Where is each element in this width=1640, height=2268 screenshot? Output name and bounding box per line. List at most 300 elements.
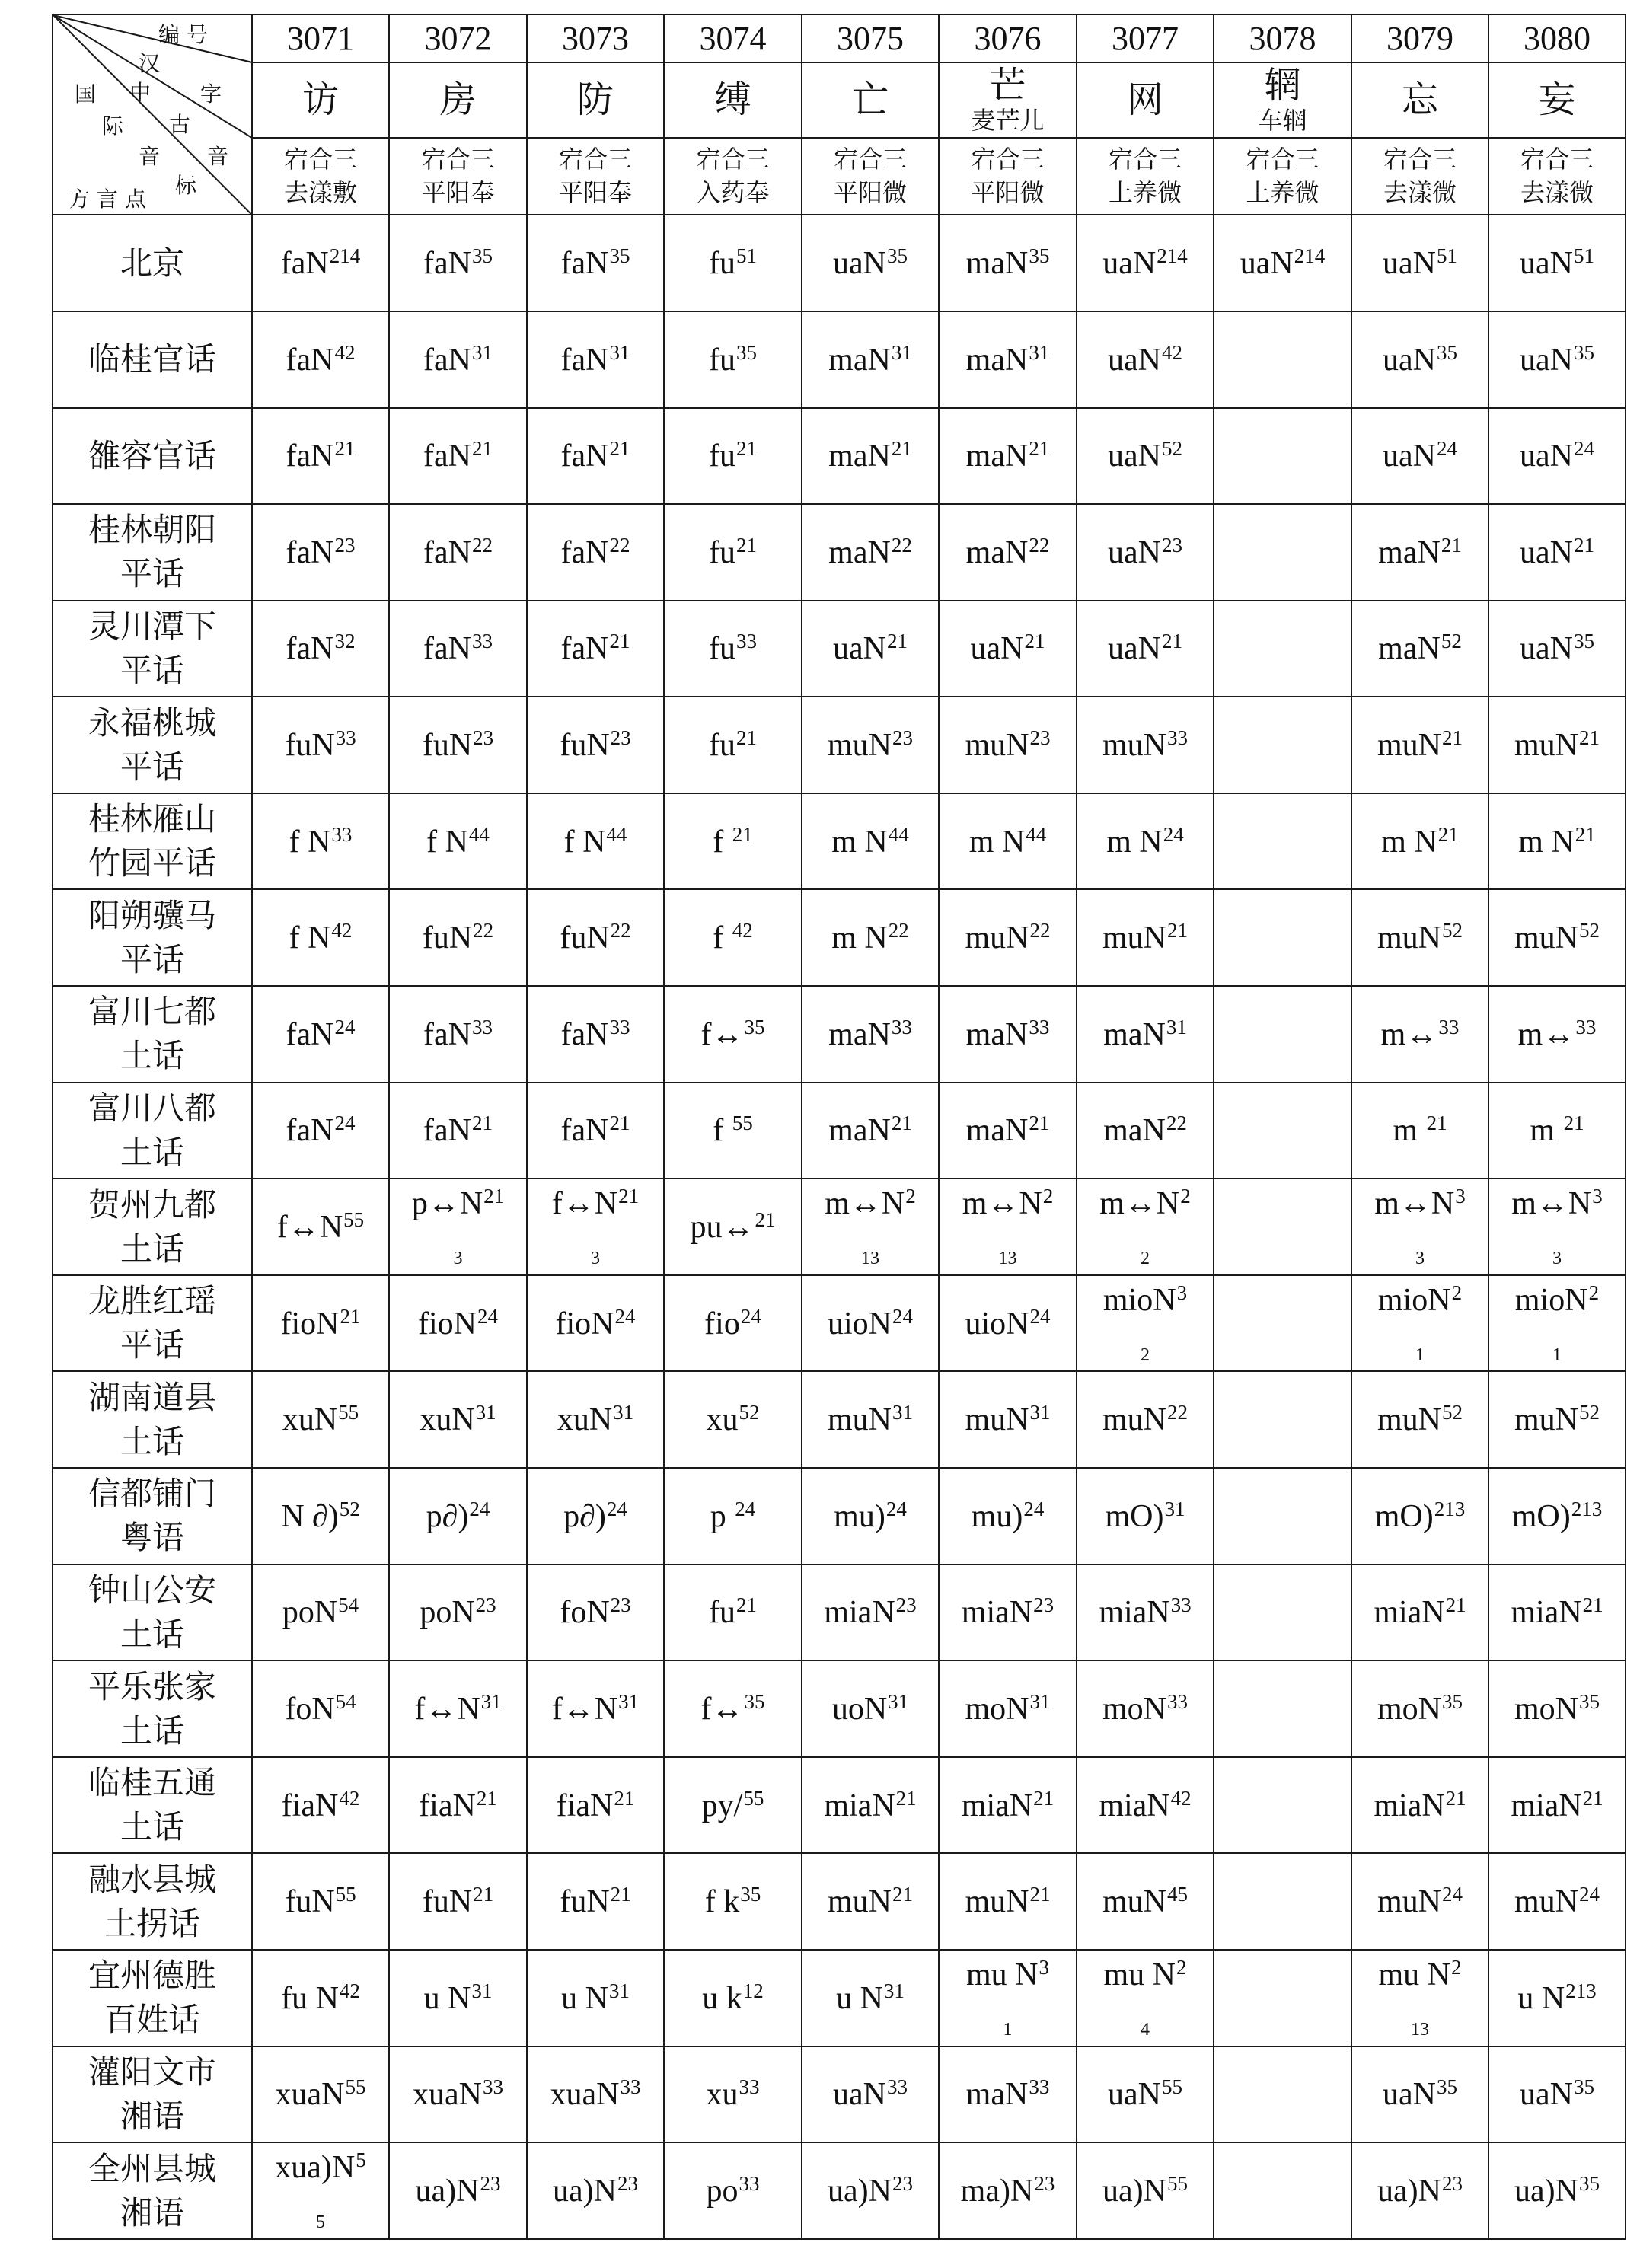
reading-base: ua)N xyxy=(1377,2174,1441,2209)
reading-cell xyxy=(802,697,939,793)
reading-tone: 52 xyxy=(739,1401,760,1424)
column-character: 访 xyxy=(302,78,339,121)
reading-tone: 31 xyxy=(1164,1497,1185,1520)
reading-base: maN xyxy=(828,342,891,378)
reading-base: moN xyxy=(1514,1692,1578,1727)
reading-cell xyxy=(1351,311,1488,408)
dialect-name-line: 土话 xyxy=(120,1037,184,1075)
dialect-name-cell xyxy=(53,1853,252,1950)
reading-cell xyxy=(939,1179,1077,1275)
reading-tone-continued: 13 xyxy=(1411,2019,1429,2040)
dialect-name-line: 永福桃城 xyxy=(88,703,216,742)
reading-tone: 21 xyxy=(1445,1786,1466,1810)
reading-cell xyxy=(664,504,802,601)
reading-tone: 22 xyxy=(471,533,493,557)
reading-cell xyxy=(664,1950,802,2046)
reading-base: uaN xyxy=(1383,439,1436,474)
reading-tone: 214 xyxy=(329,244,361,268)
reading-base: fu xyxy=(709,439,735,474)
reading-tone: 22 xyxy=(1166,1112,1187,1135)
reading-tone: 51 xyxy=(1573,244,1594,268)
reading-base: maN xyxy=(828,439,891,474)
reading-cell xyxy=(527,1083,664,1179)
dialect-row xyxy=(53,1757,1626,1854)
reading-base: fioN xyxy=(280,1306,340,1341)
reading-tone: 42 xyxy=(331,919,353,943)
reading-tone: 22 xyxy=(888,919,909,943)
reading-base: faN xyxy=(560,631,609,667)
reading-cell xyxy=(802,1179,939,1275)
reading-tone: 21 xyxy=(1575,822,1596,846)
reading-tone: 35 xyxy=(736,340,757,364)
reading-cell xyxy=(1488,1950,1626,2046)
reading-base: xuN xyxy=(420,1402,475,1438)
middle-chinese-line: 宕合三 xyxy=(833,145,907,174)
reading-tone: 2 xyxy=(1042,1185,1054,1208)
reading-base: mO) xyxy=(1105,1498,1164,1534)
reading-base: uoN xyxy=(831,1692,888,1727)
reading-cell xyxy=(1214,1468,1351,1565)
reading-cell xyxy=(1488,1371,1626,1468)
reading-tone: 23 xyxy=(892,726,913,750)
reading-tone: 21 xyxy=(1441,533,1462,557)
reading-cell xyxy=(389,1853,527,1950)
reading-cell xyxy=(527,889,664,986)
reading-cell xyxy=(664,1179,802,1275)
reading-base: fu N xyxy=(281,1980,339,2016)
reading-tone: 55 xyxy=(732,1112,753,1135)
dialect-row xyxy=(53,1083,1626,1179)
reading-tone: 21 xyxy=(614,1786,635,1810)
reading-tone: 35 xyxy=(886,244,908,268)
reading-base: uaN xyxy=(1240,246,1294,282)
reading-tone: 21 xyxy=(755,1208,776,1232)
reading-base: fiaN xyxy=(556,1788,614,1823)
reading-tone: 21 xyxy=(610,1883,631,1906)
corner-dialect-label: 方 言 点 xyxy=(69,187,146,212)
reading-base: mO) xyxy=(1374,1498,1434,1534)
reading-base: muN xyxy=(828,1402,892,1438)
reading-tone: 44 xyxy=(468,822,490,846)
column-character: 忘 xyxy=(1401,78,1438,121)
reading-base: ua)N xyxy=(415,2174,480,2209)
reading-tone: 21 xyxy=(609,630,630,653)
reading-cell xyxy=(802,408,939,505)
reading-tone: 35 xyxy=(1029,244,1050,268)
reading-cell xyxy=(664,1468,802,1565)
reading-base: fuN xyxy=(285,1884,335,1920)
reading-tone: 35 xyxy=(1436,340,1457,364)
corner-char-label-1: 汉 xyxy=(139,51,161,76)
dialect-name-line: 平话 xyxy=(120,940,184,978)
reading-cell xyxy=(1351,2142,1488,2239)
reading-cell xyxy=(664,1853,802,1950)
reading-cell xyxy=(1488,1468,1626,1565)
reading-tone: 35 xyxy=(1573,340,1594,364)
reading-base: m↔N xyxy=(962,1186,1042,1222)
reading-tone: 21 xyxy=(1029,1112,1050,1135)
reading-tone: 35 xyxy=(744,1690,765,1714)
reading-tone: 214 xyxy=(1294,244,1326,268)
reading-tone: 22 xyxy=(1029,919,1051,943)
reading-cell xyxy=(939,986,1077,1083)
reading-tone: 55 xyxy=(343,1208,365,1232)
reading-base: uaN xyxy=(1520,534,1573,570)
reading-cell xyxy=(252,793,389,890)
reading-tone: 21 xyxy=(1029,1883,1051,1906)
dialect-row xyxy=(53,1950,1626,2046)
dialect-name-line: 阳朔骥马 xyxy=(88,896,216,934)
reading-cell xyxy=(527,2142,664,2239)
reading-base: ua)N xyxy=(1102,2174,1166,2209)
reading-tone: 21 xyxy=(1573,533,1594,557)
col-middle-chinese-3077 xyxy=(1077,138,1214,215)
dialect-row xyxy=(53,2142,1626,2239)
reading-tone: 23 xyxy=(892,2172,913,2196)
reading-tone: 35 xyxy=(740,1883,761,1906)
reading-cell xyxy=(1351,1468,1488,1565)
reading-base: mioN xyxy=(1377,1282,1451,1318)
reading-tone: 24 xyxy=(1573,437,1594,461)
reading-cell xyxy=(389,1660,527,1757)
reading-base: foN xyxy=(285,1692,335,1727)
reading-base: miaN xyxy=(961,1595,1033,1631)
reading-cell xyxy=(664,408,802,505)
reading-cell xyxy=(527,215,664,311)
dialect-name-line: 宜州德胜 xyxy=(88,1957,216,1995)
reading-tone: 21 xyxy=(1437,822,1459,846)
reading-tone: 31 xyxy=(1029,340,1050,364)
reading-cell xyxy=(527,1275,664,1372)
header-number-row xyxy=(53,14,1626,62)
reading-base: m N xyxy=(1106,824,1163,860)
reading-base: faN xyxy=(560,1016,609,1052)
reading-base: uaN xyxy=(1520,342,1573,378)
reading-tone: 5 xyxy=(356,2148,366,2172)
reading-cell xyxy=(1351,793,1488,890)
reading-tone: 31 xyxy=(608,1979,630,2002)
reading-tone: 24 xyxy=(606,1497,627,1520)
dialect-name-line: 土话 xyxy=(120,1615,184,1653)
dialect-row xyxy=(53,889,1626,986)
reading-base: ma)N xyxy=(960,2174,1034,2209)
reading-cell xyxy=(1351,1179,1488,1275)
reading-base: faN xyxy=(560,534,609,570)
reading-base: muN xyxy=(1514,920,1578,956)
reading-base: m N xyxy=(831,824,888,860)
reading-tone-continued: 2 xyxy=(1141,1249,1150,1269)
reading-tone: 21 xyxy=(736,437,757,461)
reading-cell xyxy=(1488,1853,1626,1950)
reading-tone: 52 xyxy=(1579,1401,1600,1424)
reading-base: maN xyxy=(965,2077,1029,2113)
reading-base: muN xyxy=(1377,1402,1441,1438)
reading-cell xyxy=(939,408,1077,505)
reading-tone: 52 xyxy=(339,1497,360,1520)
reading-tone: 21 xyxy=(1161,630,1182,653)
reading-cell xyxy=(1488,215,1626,311)
reading-tone: 3 xyxy=(1176,1281,1188,1304)
reading-base: moN xyxy=(1102,1692,1166,1727)
reading-tone-continued: 1 xyxy=(1003,2019,1013,2040)
reading-cell xyxy=(1351,1950,1488,2046)
reading-tone: 21 xyxy=(1033,1786,1055,1810)
reading-cell xyxy=(527,601,664,697)
reading-cell xyxy=(1351,1371,1488,1468)
reading-tone-continued: 2 xyxy=(1141,1345,1150,1365)
reading-base: miaN xyxy=(1099,1595,1170,1631)
reading-base: f xyxy=(713,920,732,956)
reading-base: fuN xyxy=(285,728,335,764)
reading-cell xyxy=(1214,1757,1351,1854)
reading-tone-continued: 13 xyxy=(861,1249,879,1269)
reading-tone: 21 xyxy=(736,726,757,750)
col-number-3076 xyxy=(939,14,1077,62)
reading-base: fuN xyxy=(422,920,473,956)
reading-cell xyxy=(389,504,527,601)
dialect-row xyxy=(53,793,1626,890)
corner-mc-label-4: 古 xyxy=(169,112,191,137)
reading-cell xyxy=(1351,215,1488,311)
reading-tone: 24 xyxy=(334,1015,356,1038)
reading-cell xyxy=(1077,1757,1214,1854)
reading-base: miaN xyxy=(824,1788,895,1823)
reading-base: pu↔ xyxy=(690,1210,755,1246)
column-character: 辋 xyxy=(1264,64,1301,107)
reading-base: maN xyxy=(1378,534,1441,570)
reading-cell xyxy=(1077,1660,1214,1757)
column-number: 3075 xyxy=(837,19,904,57)
reading-tone: 52 xyxy=(1442,919,1463,943)
reading-tone: 33 xyxy=(331,822,353,846)
reading-base: f↔N xyxy=(276,1210,343,1246)
reading-cell xyxy=(1214,986,1351,1083)
reading-cell xyxy=(802,1950,939,2046)
reading-tone: 31 xyxy=(1029,1690,1051,1714)
reading-base: miaN xyxy=(1511,1595,1582,1631)
dialect-name-line: 雒容官话 xyxy=(88,436,216,474)
col-character-3080 xyxy=(1488,62,1626,138)
reading-tone: 31 xyxy=(480,1690,502,1714)
reading-base: f↔N xyxy=(551,1692,618,1727)
reading-base: uaN xyxy=(1520,2077,1573,2113)
column-character-note: 麦芒儿 xyxy=(971,106,1045,136)
reading-base: faN xyxy=(423,631,471,667)
reading-tone: 55 xyxy=(1166,2172,1188,2196)
reading-tone-continued: 3 xyxy=(453,1249,463,1269)
reading-cell xyxy=(1488,311,1626,408)
col-character-3071 xyxy=(252,62,389,138)
reading-cell xyxy=(939,2046,1077,2143)
reading-cell xyxy=(1077,601,1214,697)
reading-cell xyxy=(389,408,527,505)
reading-base: maN xyxy=(965,1113,1029,1149)
col-middle-chinese-3080 xyxy=(1488,138,1626,215)
reading-tone: 33 xyxy=(471,630,493,653)
reading-cell xyxy=(1214,504,1351,601)
reading-cell xyxy=(527,793,664,890)
reading-base: muN xyxy=(828,728,892,764)
reading-tone: 33 xyxy=(1029,2075,1050,2099)
reading-tone: 31 xyxy=(613,1401,634,1424)
reading-cell xyxy=(664,2142,802,2239)
dialect-row xyxy=(53,697,1626,793)
dialect-name-line: 信都铺门 xyxy=(88,1475,216,1513)
reading-tone: 42 xyxy=(1170,1786,1192,1810)
col-number-3079 xyxy=(1351,14,1488,62)
reading-tone: 31 xyxy=(1029,1401,1051,1424)
reading-tone: 21 xyxy=(1445,1593,1466,1617)
reading-tone: 21 xyxy=(892,1883,913,1906)
reading-cell xyxy=(939,1565,1077,1661)
column-number: 3074 xyxy=(699,19,767,57)
col-character-3075 xyxy=(802,62,939,138)
reading-cell xyxy=(1077,986,1214,1083)
reading-cell xyxy=(664,601,802,697)
header-middle-chinese-row xyxy=(53,138,1626,215)
reading-cell xyxy=(527,1371,664,1468)
middle-chinese-line: 宕合三 xyxy=(283,145,357,174)
col-character-3076 xyxy=(939,62,1077,138)
reading-base: p∂) xyxy=(563,1498,606,1534)
reading-base: m↔ xyxy=(1517,1016,1575,1052)
reading-tone: 33 xyxy=(609,1015,630,1038)
dialect-name-cell xyxy=(53,1565,252,1661)
dialect-name-line: 全州县城 xyxy=(88,2149,216,2187)
reading-tone: 23 xyxy=(610,1593,631,1617)
reading-base: maN xyxy=(965,342,1029,378)
reading-base: m xyxy=(1530,1113,1563,1149)
col-character-3077 xyxy=(1077,62,1214,138)
reading-cell xyxy=(939,697,1077,793)
reading-tone: 31 xyxy=(883,1979,905,2002)
reading-cell xyxy=(389,215,527,311)
reading-cell xyxy=(1214,311,1351,408)
reading-cell xyxy=(1488,504,1626,601)
reading-base: m N xyxy=(831,920,888,956)
reading-base: faN xyxy=(560,246,609,282)
dialect-row xyxy=(53,1565,1626,1661)
reading-tone: 35 xyxy=(1442,1690,1463,1714)
dialect-name-line: 桂林朝阳 xyxy=(88,511,216,549)
reading-cell xyxy=(389,889,527,986)
reading-cell xyxy=(1488,408,1626,505)
col-number-3072 xyxy=(389,14,527,62)
reading-base: muN xyxy=(828,1884,892,1920)
reading-base: mu) xyxy=(971,1498,1023,1534)
reading-tone-continued: 4 xyxy=(1141,2019,1150,2040)
reading-base: uaN xyxy=(1520,246,1573,282)
dialect-name-line: 土话 xyxy=(120,1230,184,1268)
reading-cell xyxy=(1351,986,1488,1083)
middle-chinese-line: 平阳微 xyxy=(833,177,907,207)
reading-base: m N xyxy=(1381,824,1437,860)
reading-cell xyxy=(802,1660,939,1757)
reading-tone: 23 xyxy=(1029,726,1051,750)
reading-cell xyxy=(252,1660,389,1757)
reading-tone: 35 xyxy=(1436,2075,1457,2099)
dialect-name-cell xyxy=(53,2142,252,2239)
reading-tone: 44 xyxy=(888,822,909,846)
reading-cell xyxy=(802,1468,939,1565)
dialect-name-line: 土话 xyxy=(120,1422,184,1460)
reading-cell xyxy=(1214,889,1351,986)
reading-tone: 23 xyxy=(617,2172,638,2196)
reading-cell xyxy=(1351,1565,1488,1661)
reading-tone: 33 xyxy=(1029,1015,1050,1038)
col-middle-chinese-3071 xyxy=(252,138,389,215)
corner-number-label: 编 号 xyxy=(158,22,208,47)
reading-tone: 21 xyxy=(1442,726,1463,750)
dialect-row xyxy=(53,1468,1626,1565)
reading-tone: 33 xyxy=(736,630,757,653)
reading-tone: 54 xyxy=(335,1690,356,1714)
reading-base: maN xyxy=(965,439,1029,474)
reading-cell xyxy=(1351,697,1488,793)
reading-base: xu xyxy=(706,1402,739,1438)
reading-base: xuaN xyxy=(550,2077,620,2113)
reading-base: m↔N xyxy=(1511,1186,1592,1222)
dialect-row xyxy=(53,408,1626,505)
reading-tone-continued: 3 xyxy=(1552,1249,1562,1269)
col-middle-chinese-3075 xyxy=(802,138,939,215)
reading-cell xyxy=(252,601,389,697)
reading-base: muN xyxy=(965,1884,1029,1920)
reading-base: u N xyxy=(1517,1980,1565,2016)
reading-cell xyxy=(1214,2142,1351,2239)
reading-cell xyxy=(1077,215,1214,311)
reading-cell xyxy=(939,215,1077,311)
reading-cell xyxy=(1214,1179,1351,1275)
reading-tone: 51 xyxy=(736,244,757,268)
reading-base: m N xyxy=(1518,824,1575,860)
col-number-3080 xyxy=(1488,14,1626,62)
reading-tone: 21 xyxy=(483,1185,505,1208)
reading-base: f↔N xyxy=(551,1186,618,1222)
reading-tone: 21 xyxy=(471,1112,493,1135)
dialect-name-cell xyxy=(53,311,252,408)
col-middle-chinese-3074 xyxy=(664,138,802,215)
reading-cell xyxy=(1488,2046,1626,2143)
reading-base: faN xyxy=(286,534,334,570)
dialect-row xyxy=(53,311,1626,408)
reading-tone: 22 xyxy=(473,919,494,943)
reading-base: p∂) xyxy=(426,1498,469,1534)
reading-tone: 24 xyxy=(1029,1304,1051,1328)
reading-cell xyxy=(1077,1083,1214,1179)
reading-base: u k xyxy=(702,1980,742,2016)
reading-cell xyxy=(1214,1853,1351,1950)
column-number: 3077 xyxy=(1112,19,1179,57)
corner-mc-label-7: 标 xyxy=(175,173,197,198)
reading-cell xyxy=(1488,1660,1626,1757)
reading-cell xyxy=(1351,889,1488,986)
reading-cell xyxy=(252,2046,389,2143)
reading-cell xyxy=(1214,1275,1351,1372)
reading-cell xyxy=(939,504,1077,601)
col-number-3078 xyxy=(1214,14,1351,62)
col-middle-chinese-3076 xyxy=(939,138,1077,215)
reading-base: poN xyxy=(282,1595,338,1631)
reading-base: faN xyxy=(286,342,334,378)
column-number: 3071 xyxy=(287,19,354,57)
col-number-3073 xyxy=(527,14,664,62)
corner-mc-label-1: 国 xyxy=(75,81,97,107)
dialect-name-line: 桂林雁山 xyxy=(88,800,216,838)
reading-tone: 21 xyxy=(471,437,493,461)
col-character-3074 xyxy=(664,62,802,138)
reading-cell xyxy=(389,2046,527,2143)
